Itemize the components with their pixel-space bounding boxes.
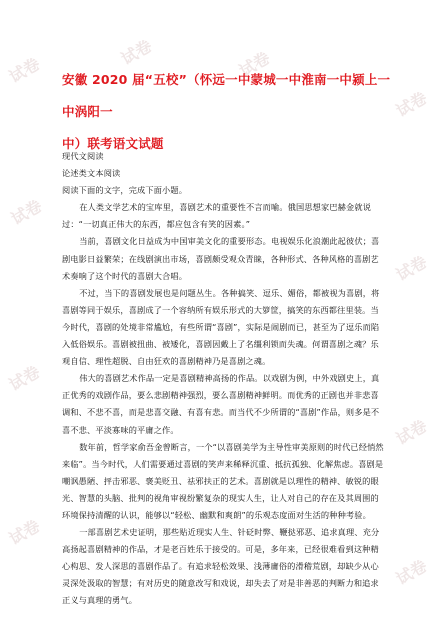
paragraph: 不过，当下的喜剧发展也是问题丛生。各种搞笑、逗乐、媚俗，都被视为喜剧，将喜剧等同于娱乐，喜剧成了一个容纳所有娱乐形式的大箩筐，搞笑的东西都往里装。当今时代，喜剧的处境非常尴尬，有些所谓“喜剧”，实际是闹剧而已，甚至为了逗乐而陷入低俗娱乐。喜剧被扭曲、被矮化，喜剧因戴上了名缰利锁而失魂。何谓喜剧之魂？乐观自信、理性超脱、自由狂欢的喜剧精神乃是喜剧之魂。 — [62, 287, 380, 367]
watermark-text: 试卷 — [235, 48, 274, 81]
paragraph: 当前，喜剧文化日益成为中国审美文化的重要形态。电视娱乐化浪潮此起彼伏；喜剧电影日益繁荣；在线剧演出市场，喜剧颇受观众青睐，各种形式、各种风格的喜剧艺术奏响了这个时代的喜剧大合唱。 — [62, 236, 380, 281]
subsection-heading: 论述类文本阅读 — [62, 168, 121, 179]
watermark-text: 试卷 — [5, 516, 44, 549]
section-heading: 现代文阅读 — [62, 151, 104, 161]
watermark-text: 试卷 — [392, 416, 431, 449]
instruction-text: 阅读下面的文字，完成下面小题。 — [62, 185, 188, 196]
title-line-1: 安徽 2020 届“五校”（怀远一中蒙城一中淮南一中颍上一中涡阳一 — [62, 72, 391, 119]
watermark-text: 试卷 — [392, 252, 431, 285]
paragraph: 一部喜剧艺术史证明，那些贴近现实人生、针砭时弊、鞭挞邪恶、追求真理、充分高扬起喜剧精神的作品，才是老百姓乐于接受的。可是，多年来，已经很难看到这种精心构思、发人深思的喜剧作品了。有追求轻松效果、浅薄庸俗的滑稽荒剧，却缺少从心灵深处汲取的智慧；有对历史的随意改写和戏说，却失去了对是非善恶的判断力和追求正义与真理的勇气。 — [62, 527, 380, 606]
article-body — [62, 148, 384, 610]
paragraph: 在人类文学艺术的宝库里，喜剧艺术的重要性不言而喻。俄国思想家巴赫金就说过：“一切真正伟大的东西，都应包含有笑的因素。” — [62, 202, 372, 230]
paragraph: 数年前，哲学家俞吾金曾断言，一个“以喜剧美学为主导性审美原则的时代已经悄然来临”。当今时代，人们需要通过喜剧的笑声来稀释沉重、抵抗孤独、化解焦虑。喜剧是嘲讽愚陋、抨击邪恶、褒美贬丑、祛邪扶正的艺术。喜剧就是以理性的精神、敏锐的眼光、智慧的头脑、批判的视角审视纷繁复杂的现实人生，让人对自己的存在及其周围的环境保持清醒的认识，能够以“轻松、幽默和爽朗”的乐观态度面对生活的种种考验。 — [62, 441, 384, 520]
title-line-2: 中）联考语文试题 — [62, 136, 164, 151]
watermark-text: 试卷 — [392, 556, 431, 589]
watermark-text: 试卷 — [117, 36, 156, 69]
watermark-text: 试卷 — [5, 54, 44, 87]
watermark-text: 试卷 — [5, 362, 44, 395]
watermark-text: 试卷 — [392, 88, 431, 121]
watermark-text: 试卷 — [7, 196, 46, 229]
paragraph: 伟大的喜剧艺术作品一定是喜剧精神高扬的作品。以戏剧为例，中外戏剧史上，真正优秀的戏剧作品，要么悲剧精神强烈，要么喜剧精神鲜明。而优秀的正剧也并非悲喜调和、不悲不喜，而是悲喜交融、有喜有悲。而当代不少所谓的“喜剧”作品，则多是不喜不悲、平淡寡味的平庸之作。 — [62, 373, 380, 435]
exam-title — [62, 64, 392, 160]
